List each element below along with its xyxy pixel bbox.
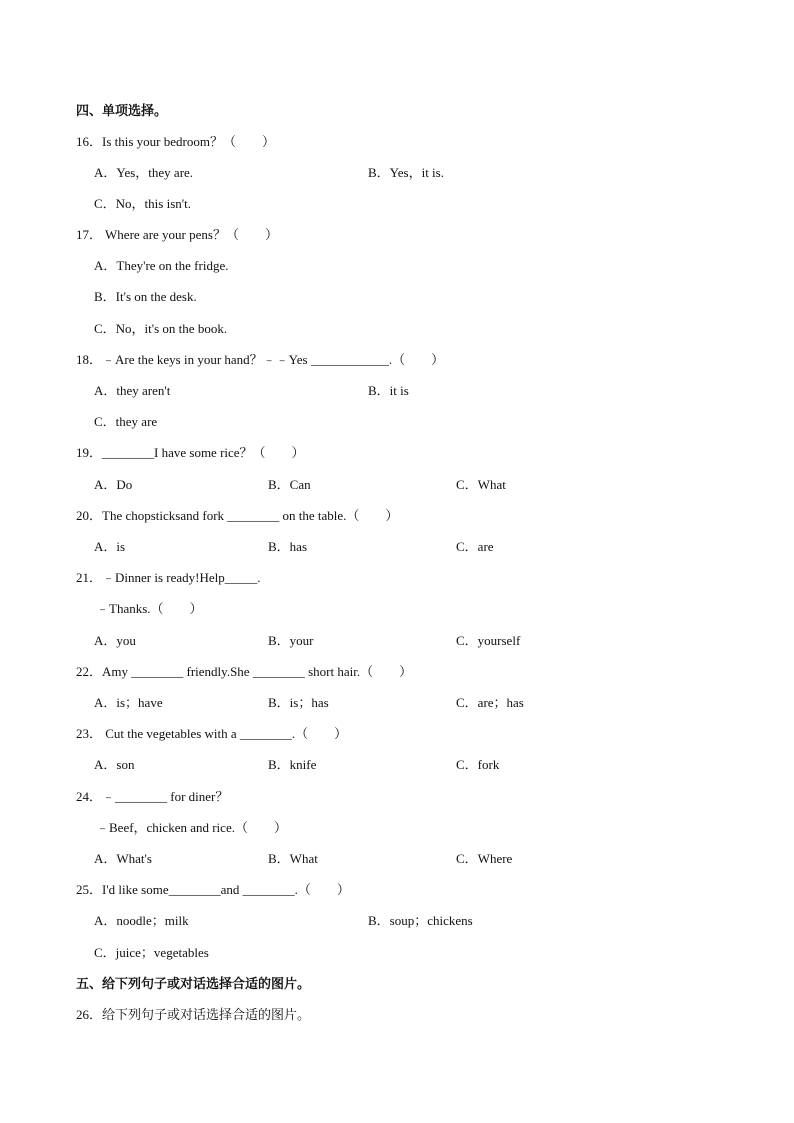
- option-a: A．they aren't: [94, 383, 171, 398]
- question-number: 21．: [76, 570, 103, 585]
- question-26: 26．给下列句子或对话选择合适的图片。: [76, 1007, 311, 1022]
- option-b: B．soup；chickens: [368, 913, 473, 928]
- option-a: A．noodle；milk: [94, 913, 189, 928]
- question-number: 17．: [76, 227, 103, 242]
- option-c: C．Where: [456, 851, 513, 866]
- question-22: [76, 664, 412, 680]
- question-text: Amy ________ friendly.She ________ short hair.（ ）: [102, 664, 413, 679]
- option-b: B．has: [268, 539, 308, 554]
- question-number: 23．: [76, 726, 103, 741]
- question-number: 20．: [76, 508, 103, 523]
- option-c: C．juice；vegetables: [94, 945, 209, 960]
- question-17: [76, 227, 278, 243]
- question-text: Where are your pens？（ ）: [102, 227, 278, 242]
- question-25: [76, 882, 350, 898]
- option-b: B．knife: [268, 757, 317, 772]
- option-c: C．fork: [456, 757, 500, 772]
- question-number: 25．: [76, 882, 103, 897]
- question-number: 18．: [76, 352, 103, 367]
- question-text: Cut the vegetables with a ________.（ ）: [102, 726, 348, 741]
- question-24: [76, 789, 228, 805]
- question-text: I'd like some________and ________.（ ）: [102, 882, 350, 897]
- option-b: B．it is: [368, 383, 409, 398]
- option-c: C．What: [456, 477, 506, 492]
- question-number: 22．: [76, 664, 103, 679]
- section-4-title: 四、单项选择。: [76, 103, 168, 118]
- option-b: B．Yes，it is.: [368, 165, 444, 180]
- question-text: ﹣Are the keys in your hand？﹣﹣Yes ____________.（ ）: [102, 352, 445, 367]
- section-5-title: 五、给下列句子或对话选择合适的图片。: [76, 976, 311, 991]
- question-text: ________I have some rice？（ ）: [102, 445, 305, 460]
- option-b: B．is；has: [268, 695, 329, 710]
- question-21-reply: ﹣Thanks.（ ）: [96, 601, 203, 616]
- option-c: C．No，this isn't.: [94, 196, 191, 211]
- question-text: ﹣________ for diner？: [102, 789, 229, 804]
- question-23: [76, 726, 347, 742]
- question-text: The chopsticksand fork ________ on the table.（ ）: [102, 508, 399, 523]
- option-a: A．What's: [94, 851, 152, 866]
- option-c: C．are；has: [456, 695, 524, 710]
- question-18: [76, 352, 444, 368]
- option-b: B．your: [268, 633, 314, 648]
- option-a: A．you: [94, 633, 136, 648]
- option-a: A．is: [94, 539, 126, 554]
- option-c: C．No，it's on the book.: [94, 321, 228, 336]
- question-16: [76, 134, 275, 150]
- question-20: [76, 508, 398, 524]
- option-a: A．Yes，they are.: [94, 165, 194, 180]
- question-24-reply: ﹣Beef，chicken and rice.（ ）: [96, 820, 287, 835]
- option-b: B．Can: [268, 477, 311, 492]
- question-text: Is this your bedroom？（ ）: [102, 134, 275, 149]
- option-a: A．is；have: [94, 695, 163, 710]
- question-19: [76, 445, 305, 461]
- question-text: ﹣Dinner is ready!Help_____.: [102, 570, 261, 585]
- question-number: 16．: [76, 134, 103, 149]
- option-c: C．yourself: [456, 633, 521, 648]
- option-a: A．Do: [94, 477, 133, 492]
- option-c: C．are: [456, 539, 494, 554]
- option-a: A．They're on the fridge.: [94, 258, 229, 273]
- question-21: [76, 570, 261, 586]
- option-b: B．It's on the desk.: [94, 289, 197, 304]
- option-a: A．son: [94, 757, 135, 772]
- question-number: 19．: [76, 445, 103, 460]
- question-number: 24．: [76, 789, 103, 804]
- option-b: B．What: [268, 851, 318, 866]
- option-c: C．they are: [94, 414, 158, 429]
